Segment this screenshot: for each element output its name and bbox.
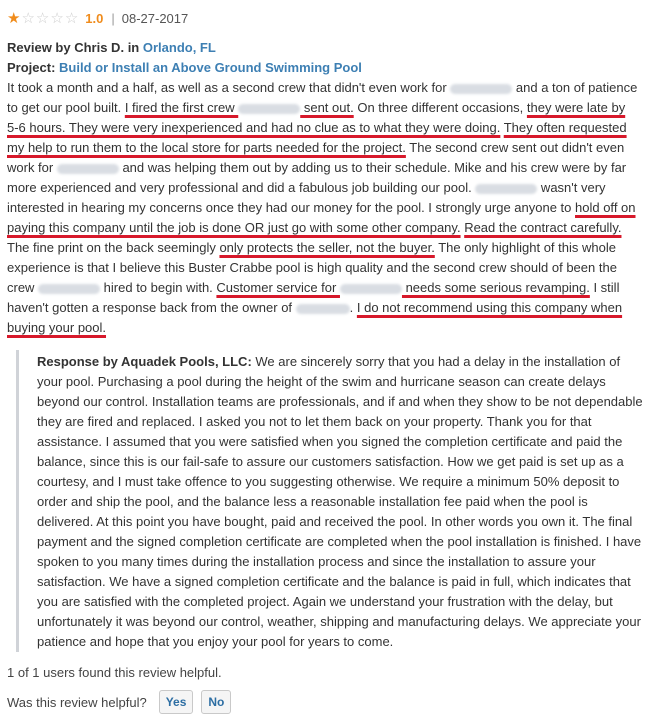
- review-body: It took a month and a half, as well as a second crew that didn't even work for and a ton of patience to get our pool built. I fired the first crew sent out. On three different occasions, they were late by 5-6 hours. They were very inexperienced and had no clue as to what they were doing. They often requested my help to run them to the local store for parts needed for the project. The second crew sent out didn't even work for and was helping them out by adding us to their schedule. Mike and his crew were by far more experienced and very professional and did a fabulous job building our pool. wasn't very interested in hearing my concerns once they had our money for the pool. I strongly urge anyone to hold off on paying this company until the job is done OR just go with some other company. Read the contract carefully. The fine print on the back seemingly only protects the seller, not the buyer. The only highlight of this whole experience is that I believe this Buster Crabbe pool is high quality and the second crew should of been the crew hired to begin with. Customer service for needs some serious revamping. I still haven't gotten a response back from the owner of . I do not recommend using this company when buying your pool.: [7, 80, 638, 335]
- review-text: hired to begin with.: [100, 280, 217, 295]
- response-author: Response by Aquadek Pools, LLC:: [37, 354, 252, 369]
- highlighted-text: I do not recommend using this company when buying your pool.: [7, 300, 623, 335]
- redacted-company: [38, 284, 100, 294]
- reviewer-prefix: Review by: [7, 40, 71, 55]
- divider: |: [111, 10, 115, 26]
- rating-score: 1.0: [85, 10, 104, 26]
- star-empty-icon: ☆: [35, 9, 50, 27]
- redacted-company: [296, 304, 350, 314]
- project-label: Project:: [7, 60, 56, 75]
- highlighted-text: only protects the seller, not the buyer.: [219, 240, 435, 255]
- review-meta: [7, 38, 639, 78]
- business-response: [16, 350, 647, 652]
- helpful-count: 1 of 1 users found this review helpful.: [7, 665, 222, 680]
- highlighted-text: Customer service for needs some serious revamping.: [216, 280, 590, 295]
- redacted-company: [340, 284, 402, 294]
- review-text: and a ton of patience to get our pool built.: [7, 80, 638, 115]
- redacted-company: [238, 104, 300, 114]
- highlighted-text: They often requested my help to run them to the local store for parts needed for the project.: [7, 120, 627, 155]
- review-text: I still haven't gotten a response back from the owner of: [7, 280, 620, 315]
- star-empty-icon: ☆: [64, 9, 79, 27]
- review-text: It took a month and a half, as well as a second crew that didn't even work for: [7, 80, 451, 95]
- review-text: The only highlight of this whole experience is that I believe this Buster Crabbe pool is high quality and the second crew should of been the crew: [7, 240, 617, 295]
- reviewer-name: Chris D.: [74, 40, 125, 55]
- star-filled-icon: ★: [7, 9, 21, 27]
- highlighted-text: hold off on paying this company until the job is done OR just go with some other company.: [7, 200, 636, 235]
- star-rating: [7, 11, 78, 26]
- project-link[interactable]: Build or Install an Above Ground Swimming Pool: [59, 60, 362, 75]
- helpful-question: Was this review helpful?: [7, 694, 147, 710]
- highlighted-text: they were late by 5-6 hours. They were very inexperienced and had no clue as to what they were doing.: [7, 100, 626, 135]
- review-text: On three different occasions,: [353, 100, 527, 115]
- highlighted-text: Read the contract carefully.: [464, 220, 622, 235]
- star-empty-icon: ☆: [50, 9, 64, 27]
- star-empty-icon: ☆: [21, 9, 35, 27]
- review-date: 08-27-2017: [121, 10, 189, 26]
- reviewer-line: [7, 38, 639, 58]
- redacted-company: [450, 84, 512, 94]
- rating-row: [7, 8, 639, 28]
- redacted-company: [57, 164, 119, 174]
- location-prefix: in: [127, 40, 140, 55]
- review-card: [7, 8, 643, 714]
- helpful-vote: [7, 690, 639, 714]
- review-text: The fine print on the back seemingly: [7, 240, 220, 255]
- response-text: We are sincerely sorry that you had a delay in the installation of your pool. Purchasing a pool during the height of the swim and hurricane season can create delays beyond our control. Installation teams are professionals, and if and when they show to be not dependable they are fired and replaced. I asked you not to let them back on your property. Thank you for that assistance. I assumed that you were satisfied when you signed the completion certificate and paid the balance, since this is our fail-safe to assure our customers satisfaction. How we get paid is set up as a courtesy, and I must take offence to you suggesting otherwise. We require a minimum 50% deposit to order and ship the pool, and the balance less a reasonable installation fee paid when the pool is delivered. At this point you have bought, paid and received the pool. In other words you own it. The final payment and the signed completion certificate are completed when the pool installation is finished. I have spoken to you many times during the installation process and since the installation to assure your satisfaction. We have a signed completion certificate and the balance is paid in full, which indicates that you are satisfied with the completed project. Again we understand your frustration with the delay, but unfortunately it was beyond our control, weather, shipping and manufacturing delays. We appreciate your patience and hope that you enjoy your pool for years to come.: [37, 354, 643, 649]
- review-text: wasn't very interested in hearing my concerns once they had our money for the pool. I strongly urge anyone to: [7, 180, 606, 215]
- highlighted-text: I fired the first crew sent out.: [124, 100, 354, 115]
- location-link[interactable]: Orlando, FL: [142, 40, 216, 55]
- redacted-company: [475, 184, 537, 194]
- no-button[interactable]: No: [201, 690, 231, 714]
- yes-button[interactable]: Yes: [159, 690, 194, 714]
- project-line: [7, 58, 639, 78]
- review-text: and was helping them out by adding us to their schedule. Mike and his crew were by far more experienced and very professional and did a fabulous job building our pool.: [7, 160, 627, 195]
- review-text: The second crew sent out didn't even work for: [7, 140, 625, 175]
